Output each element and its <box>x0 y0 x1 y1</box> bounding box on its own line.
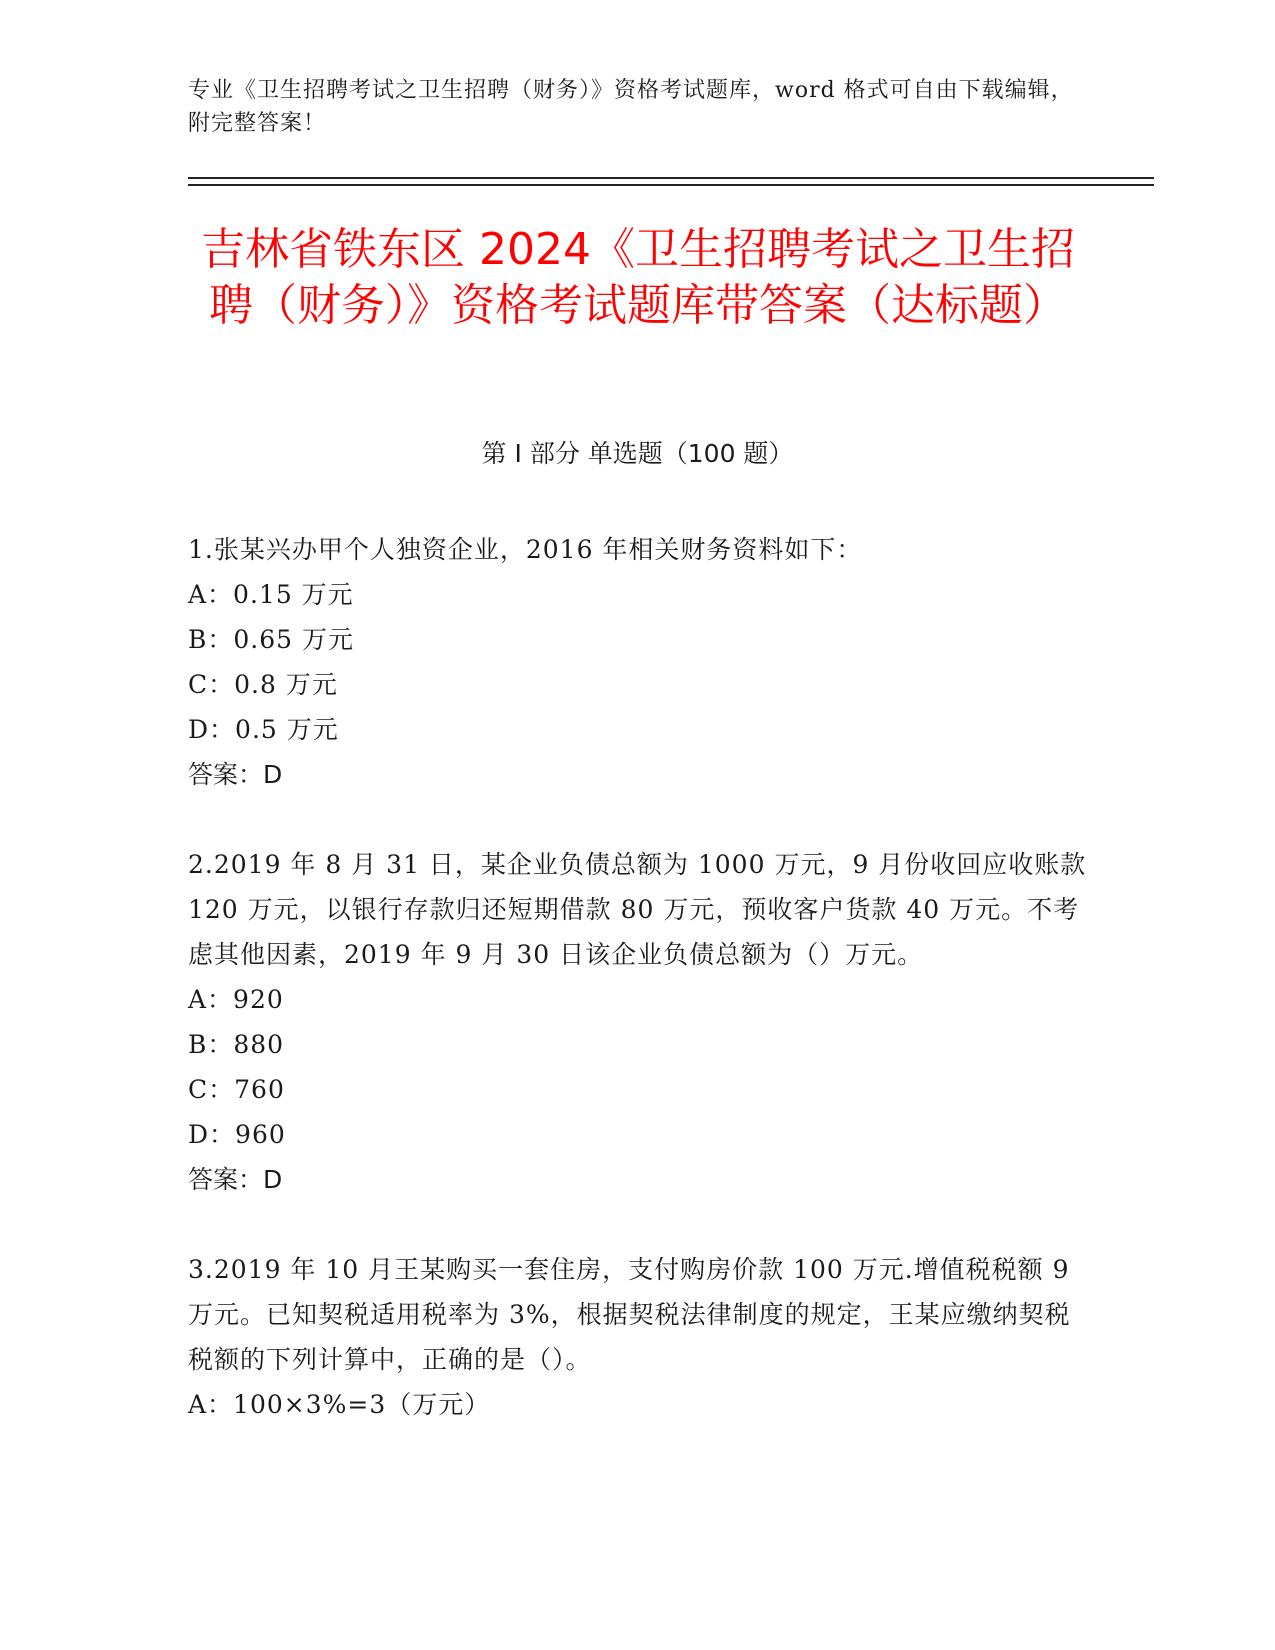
question-list <box>188 527 1088 1427</box>
question-text: 3.2019 年 10 月王某购买一套住房，支付购房价款 100 万元.增值税税额 9 万元。已知契税适用税率为 3%，根据契税法律制度的规定，王某应缴纳契税税额的下列计算中，正确的是（）。 <box>188 1255 1071 1374</box>
question-text: 2.2019 年 8 月 31 日，某企业负债总额为 1000 万元，9 月份收回应收账款 120 万元，以银行存款归还短期借款 80 万元，预收客户货款 40 万元。不考虑其他因素，2019 年 9 月 30 日该企业负债总额为（）万元。 <box>188 850 1087 969</box>
question-text: 1.张某兴办甲个人独资企业，2016 年相关财务资料如下： <box>188 535 863 564</box>
question-spacer <box>188 797 1088 842</box>
header-rule-bottom <box>188 184 1154 186</box>
section-title: 第 I 部分 单选题（100 题） <box>481 439 794 468</box>
answer: 答案：D <box>188 1165 283 1194</box>
answer: 答案：D <box>188 760 283 789</box>
question-2 <box>188 842 1088 1202</box>
option-d: D：960 <box>188 1120 286 1149</box>
option-a: A：920 <box>188 985 284 1014</box>
header-rule-top <box>188 177 1154 179</box>
question-spacer <box>188 1202 1088 1247</box>
document-title: 吉林省铁东区 2024《卫生招聘考试之卫生招聘（财务）》资格考试题库带答案（达标题） <box>201 224 1075 331</box>
question-1 <box>188 527 1088 797</box>
option-b: B：880 <box>188 1030 285 1059</box>
option-a: A：100×3%=3（万元） <box>188 1390 491 1419</box>
option-c: C：760 <box>188 1075 285 1104</box>
header-note: 专业《卫生招聘考试之卫生招聘（财务）》资格考试题库，word 格式可自由下载编辑，附完整答案！ <box>188 78 1074 136</box>
option-c: C：0.8 万元 <box>188 670 338 699</box>
option-b: B：0.65 万元 <box>188 625 354 654</box>
option-a: A：0.15 万元 <box>188 580 354 609</box>
question-3 <box>188 1247 1088 1427</box>
option-d: D：0.5 万元 <box>188 715 339 744</box>
